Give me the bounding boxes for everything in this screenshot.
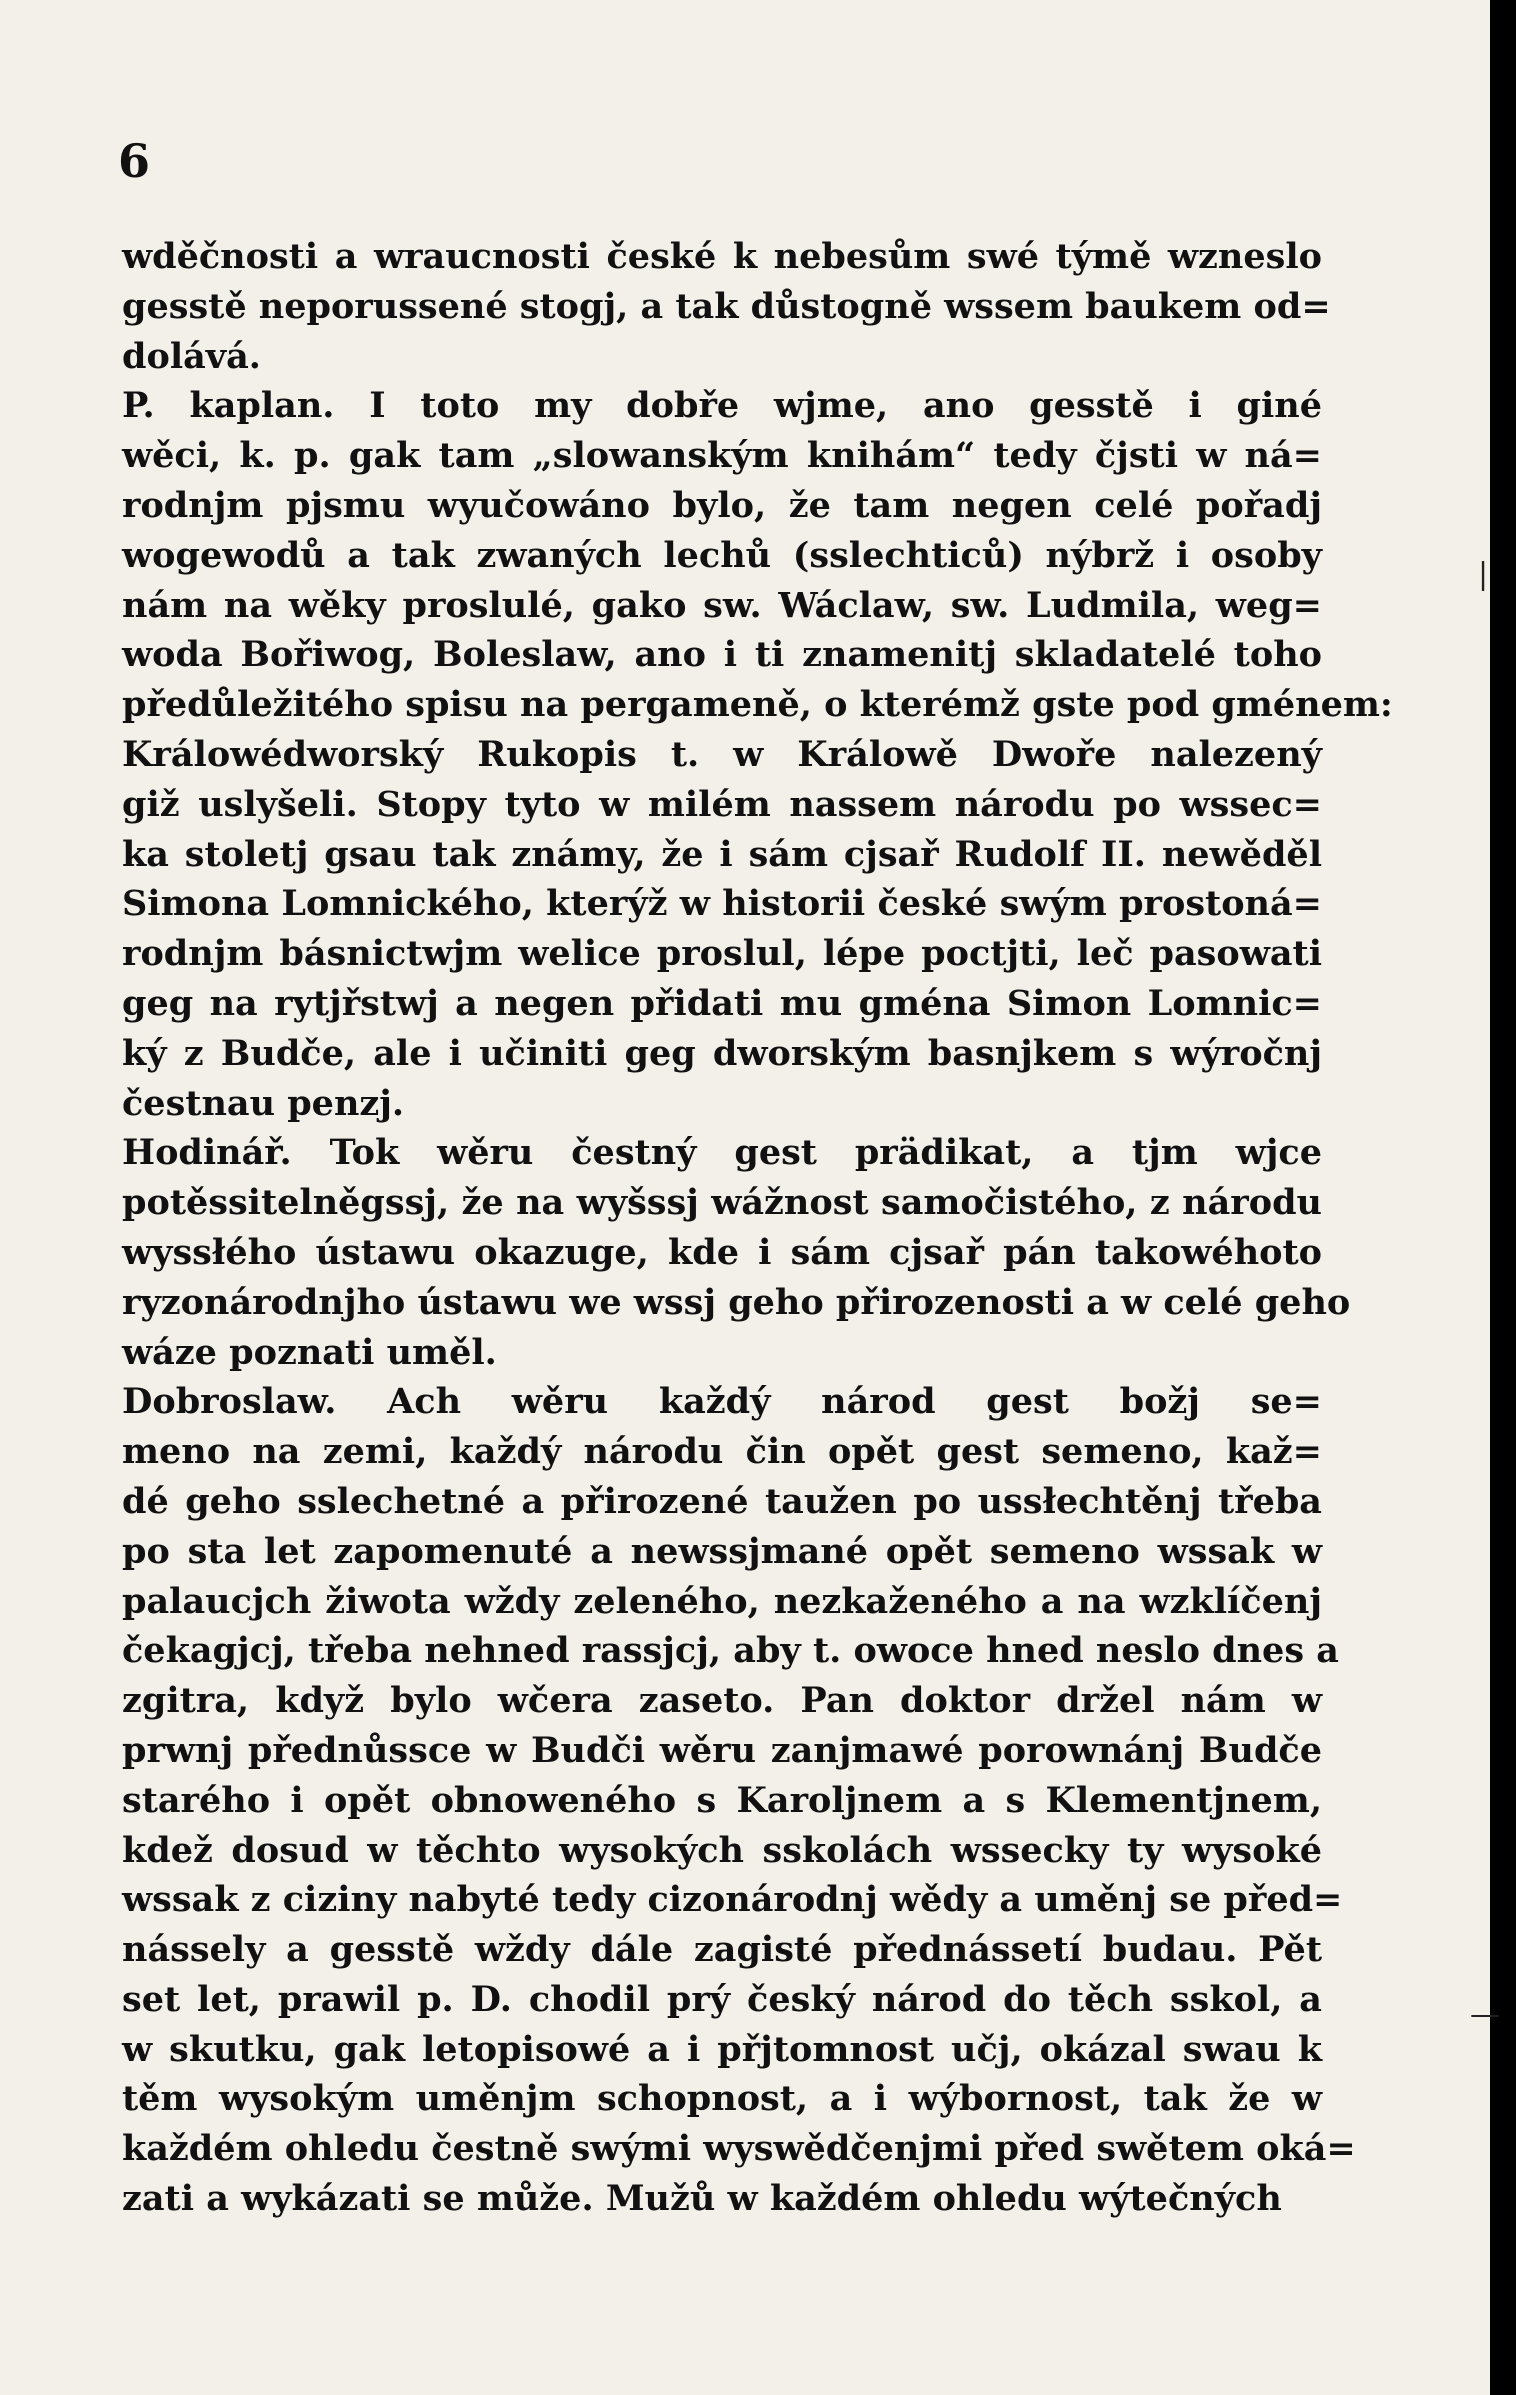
text-line: rodnjm pjsmu wyučowáno bylo, že tam negen celé pořadj [122,484,1322,526]
text-line: každém ohledu čestně swými wyswědčenjmi před swětem oká= [122,2128,1356,2170]
text-line: potěssitelněgssj, že na wyšssj wážnost samočistého, z národu [122,1182,1322,1224]
text-line: nássely a gesstě wždy dále zagisté přednássetí budau. Pět [122,1929,1322,1971]
text-line: Hodinář. Tok wěru čestný gest prädikat, a tjm wjce [122,1132,1322,1174]
text-line: zgitra, když bylo wčera zaseto. Pan doktor držel nám w [122,1680,1322,1722]
text-line: Králowédworský Rukopis t. w Králowě Dwoře nalezený [122,733,1322,775]
text-line: ryzonárodnjho ústawu we wssj geho přirozenosti a w celé geho [122,1281,1351,1323]
text-line: Simona Lomnického, kterýž w historii české swým prostoná= [122,883,1322,925]
text-line: ký z Budče, ale i učiniti geg dworským basnjkem s wýročnj [122,1032,1322,1074]
text-line: wěci, k. p. gak tam „slowanským knihám“ tedy čjsti w ná= [122,435,1322,477]
text-line: set let, prawil p. D. chodil prý český národ do těch sskol, a [122,1978,1322,2020]
text-line: w skutku, gak letopisowé a i přjtomnost učj, okázal swau k [122,2028,1322,2070]
text-line: čekagjcj, třeba nehned rassjcj, aby t. owoce hned neslo dnes a [122,1630,1339,1672]
text-line: wogewodů a tak zwaných lechů (sslechticů) nýbrž i osoby [122,534,1322,576]
text-line: P. kaplan. I toto my dobře wjme, ano gesstě i giné [122,385,1322,427]
text-line: po sta let zapomenuté a newssjmané opět semeno wssak w [122,1530,1322,1572]
text-line: woda Bořiwog, Boleslaw, ano i ti znamenitj skladatelé toho [122,634,1322,676]
text-line: meno na zemi, každý národu čin opět gest semeno, kaž= [122,1431,1322,1473]
text-line: palaucjch žiwota wždy zeleného, nezkaženého a na wzklíčenj [122,1580,1322,1622]
text-line: geg na rytjřstwj a negen přidati mu gména Simon Lomnic= [122,982,1322,1024]
text-line: starého i opět obnoweného s Karoljnem a s Klementjnem, [122,1779,1322,1821]
margin-mark: | [1478,557,1489,592]
text-line: zati a wykázati se může. Mužů w každém ohledu wýtečných [122,2178,1282,2220]
text-line: kdež dosud w těchto wysokých sskolách wssecky ty wysoké [122,1829,1322,1871]
text-line: předůležitého spisu na pergameně, o kterémž gste pod gménem: [122,684,1393,726]
body-text [122,232,1393,2224]
text-line: čestnau penzj. [122,1082,405,1124]
text-line: wděčnosti a wraucnosti české k nebesům swé týmě wzneslo [122,236,1322,277]
text-line: Dobroslaw. Ach wěru každý národ gest božj se= [122,1381,1322,1423]
page-number: 6 [118,134,151,188]
text-line: nám na wěky proslulé, gako sw. Wáclaw, sw. Ludmila, weg= [122,584,1322,626]
text-line: dé geho sslechetné a přirozené taužen po ussłechtěnj třeba [122,1480,1322,1522]
text-line: wáze poznati uměl. [122,1331,497,1373]
text-line: prwnj přednůssce w Budči wěru zanjmawé porownánj Budče [122,1729,1322,1771]
text-line: gesstě neporussené stogj, a tak důstogně wssem baukem od= [122,285,1331,327]
text-line: rodnjm básnictwjm welice proslul, lépe poctjti, leč pasowati [122,933,1322,975]
text-line: ka stoletj gsau tak známy, že i sám cjsař Rudolf II. newěděl [122,833,1322,875]
text-line: dolává. [122,335,261,377]
margin-mark: — [1470,1997,1500,2032]
text-line: těm wysokým uměnjm schopnost, a i wýbornost, tak že w [122,2078,1322,2120]
text-line: giž uslyšeli. Stopy tyto w milém nassem národu po wssec= [122,783,1322,825]
text-line: wyssłého ústawu okazuge, kde i sám cjsař pán takowéhoto [122,1231,1322,1273]
text-line: wssak z ciziny nabyté tedy cizonárodnj wědy a uměnj se před= [122,1879,1343,1921]
